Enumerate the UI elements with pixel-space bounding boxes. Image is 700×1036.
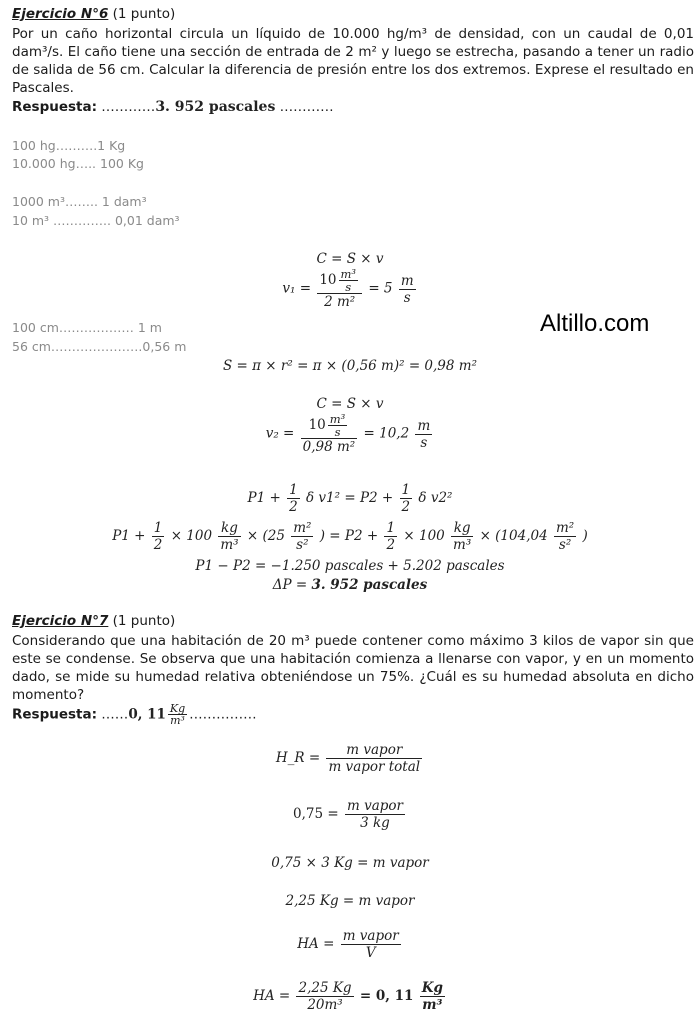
- s2: s²: [554, 536, 576, 553]
- ex7-answer-unit-bottom: m³: [168, 714, 187, 726]
- v1-unit-top: m: [400, 272, 414, 289]
- hr-fraction: [326, 742, 422, 775]
- half-num: 1: [386, 520, 396, 536]
- subs-half-2: [384, 520, 397, 553]
- m2: m²: [293, 520, 312, 536]
- conv-line-6: 56 cm………………….0,56 m: [12, 339, 187, 354]
- eq-delta-p: [0, 577, 700, 593]
- ha-num: m vapor: [342, 928, 399, 944]
- delta-lhs: ΔP =: [272, 577, 312, 593]
- ex7-answer: [12, 703, 257, 726]
- hr-lhs: H_R =: [275, 750, 321, 766]
- v1-fraction: [317, 268, 362, 310]
- v2-unit-bottom: s: [415, 434, 432, 451]
- subs-m2s2-1: [291, 520, 313, 553]
- v2-fraction: [301, 413, 358, 455]
- conv-line-1: 100 hg……….1 Kg: [12, 138, 126, 153]
- half-den: 2: [289, 499, 298, 515]
- eq-v1: [0, 268, 700, 310]
- step2-num: m vapor: [346, 798, 403, 814]
- ex7-answer-dots-after: ……………: [189, 706, 257, 723]
- v1-num-coef: 10: [319, 272, 337, 288]
- conv-line-5: 100 cm……………… 1 m: [12, 320, 162, 335]
- half-num: 1: [401, 482, 411, 498]
- m3: m³: [453, 537, 472, 553]
- subs-m2s2-2: [554, 520, 576, 553]
- ha2-unit: [420, 980, 445, 1013]
- v2-unit-top: m: [417, 417, 431, 434]
- step2-lhs: 0,75 =: [293, 806, 339, 822]
- ha-lhs: HA =: [297, 936, 335, 952]
- v2-lhs: v₂ =: [265, 425, 295, 442]
- s2: s²: [291, 536, 313, 553]
- eq-area: S = π × r² = π × (0,56 m)² = 0,98 m²: [223, 358, 477, 374]
- ha2-den: 20m³: [296, 996, 353, 1013]
- eq-step3: 0,75 × 3 Kg = m vapor: [271, 855, 429, 871]
- eq-v2: [0, 413, 700, 455]
- ex7-answer-value: 0, 11: [128, 706, 166, 723]
- bern-half-2: [400, 482, 413, 515]
- subs-half-1: [152, 520, 165, 553]
- m3: m³: [220, 537, 239, 553]
- half-den: 2: [153, 537, 163, 553]
- ex6-title: Ejercicio N°6: [12, 6, 109, 22]
- v2-eq: = 10,2: [363, 425, 410, 442]
- eq-step2: [0, 798, 700, 831]
- eq-ha-result: [0, 980, 700, 1013]
- ha2-unit-top: Kg: [421, 980, 443, 996]
- eq-flow-2: C = S × v: [316, 396, 384, 412]
- eq-ha: [0, 928, 700, 961]
- v1-num-unit-bottom: s: [339, 280, 359, 293]
- conv-line-2: 10.000 hg….. 100 Kg: [12, 156, 144, 171]
- half-num: 1: [153, 520, 163, 536]
- ha2-lhs: HA =: [253, 988, 291, 1004]
- half-den: 2: [401, 499, 411, 515]
- subs-p1: P1 +: [112, 528, 146, 544]
- conv-line-4: 10 m³ ………….. 0,01 dam³: [12, 213, 180, 228]
- v2-num-unit-top: m³: [329, 412, 346, 426]
- ex6-answer: [12, 98, 334, 116]
- hr-num: m vapor: [346, 742, 403, 758]
- subs-density-1: × 100: [170, 528, 213, 544]
- kg: kg: [453, 520, 471, 536]
- ha2-value: = 0, 11: [359, 988, 414, 1004]
- subs-density-2: × 100: [403, 528, 445, 544]
- bern-p1: P1 +: [247, 490, 281, 506]
- v1-eq: = 5: [368, 280, 393, 297]
- ha2-num: 2,25 Kg: [298, 980, 352, 996]
- ha-fraction: [341, 928, 401, 961]
- v1-unit: [399, 273, 416, 306]
- eq-bernoulli: [0, 482, 700, 515]
- bern-half-1: [287, 482, 300, 515]
- kg: kg: [221, 520, 238, 536]
- bern-mid: δ v1² = P2 +: [306, 490, 394, 506]
- ex6-answer-label: Respuesta:: [12, 99, 98, 115]
- eq-difference: P1 − P2 = −1.250 pascales + 5.202 pascales: [195, 558, 505, 574]
- step2-den: 3 kg: [345, 814, 405, 831]
- hr-den: m vapor total: [328, 759, 421, 775]
- ex6-answer-dots-after: …………: [275, 99, 334, 115]
- v2-num-coef: 10: [308, 417, 326, 433]
- ex7-title: Ejercicio N°7: [12, 613, 109, 629]
- ex7-heading: [12, 613, 175, 629]
- step2-fraction: [345, 798, 405, 831]
- subs-close: ): [582, 528, 588, 544]
- ex6-points: (1 punto): [108, 6, 176, 22]
- ex7-statement: Considerando que una habitación de 20 m³ puede contener como máximo 3 kilos de vapor sin que este se condense. Se observa que una habitación comienza a llenarse con vapor, y en un momento dado, se mide su humedad relativa obteniéndose un 75%. ¿Cuál es su humedad absoluta en dicho momento?: [12, 633, 694, 703]
- ex7-answer-unit: [168, 703, 187, 726]
- v2-num-unit-bottom: s: [328, 425, 348, 438]
- eq-hr: [0, 742, 700, 775]
- v2-den: 0,98 m²: [302, 439, 356, 455]
- eq-substitution: [0, 520, 700, 553]
- bern-end: δ v2²: [418, 490, 453, 506]
- half-den: 2: [386, 537, 396, 553]
- v1-den: 2 m²: [317, 293, 362, 310]
- ex6-heading: [12, 6, 175, 22]
- ex7-answer-unit-top: Kg: [169, 702, 186, 715]
- subs-v1sq: × (25: [246, 528, 285, 544]
- eq-flow-1: C = S × v: [316, 251, 384, 267]
- delta-value: 3. 952 pascales: [311, 577, 428, 593]
- subs-v2sq: × (104,04: [479, 528, 548, 544]
- conv-line-3: 1000 m³…….. 1 dam³: [12, 194, 147, 209]
- ex6-statement: Por un caño horizontal circula un líquido de 10.000 hg/m³ de densidad, con un caudal de 0,01 dam³/s. El caño tiene una sección de entrada de 2 m² y luego se estrecha, pasando a tener un radio de salida de 56 cm. Calcular la diferencia de presión entre los dos extremos. Exprese el resultado en Pascales.: [12, 26, 694, 96]
- ex6-answer-dots-before: …………: [97, 99, 156, 115]
- ex6-answer-value: 3. 952 pascales: [155, 99, 276, 115]
- v1-unit-bottom: s: [399, 289, 416, 306]
- ex7-answer-dots-before: ……: [97, 706, 129, 723]
- eq-step4: 2,25 Kg = m vapor: [285, 893, 415, 909]
- ha2-fraction: [296, 980, 353, 1013]
- altillo-logo: Altillo.com: [540, 310, 650, 337]
- v1-lhs: v₁ =: [282, 280, 312, 297]
- ex7-points: (1 punto): [108, 613, 176, 629]
- v1-num-unit-top: m³: [340, 267, 357, 281]
- v2-unit: [415, 418, 432, 451]
- subs-kgm3-1: [218, 520, 240, 553]
- ha2-unit-bottom: m³: [420, 996, 445, 1013]
- ha-den: V: [341, 944, 401, 961]
- m2: m²: [555, 520, 575, 536]
- subs-p2: ) = P2 +: [319, 528, 379, 544]
- half-num: 1: [289, 482, 298, 498]
- ex7-answer-label: Respuesta:: [12, 706, 98, 723]
- subs-kgm3-2: [451, 520, 473, 553]
